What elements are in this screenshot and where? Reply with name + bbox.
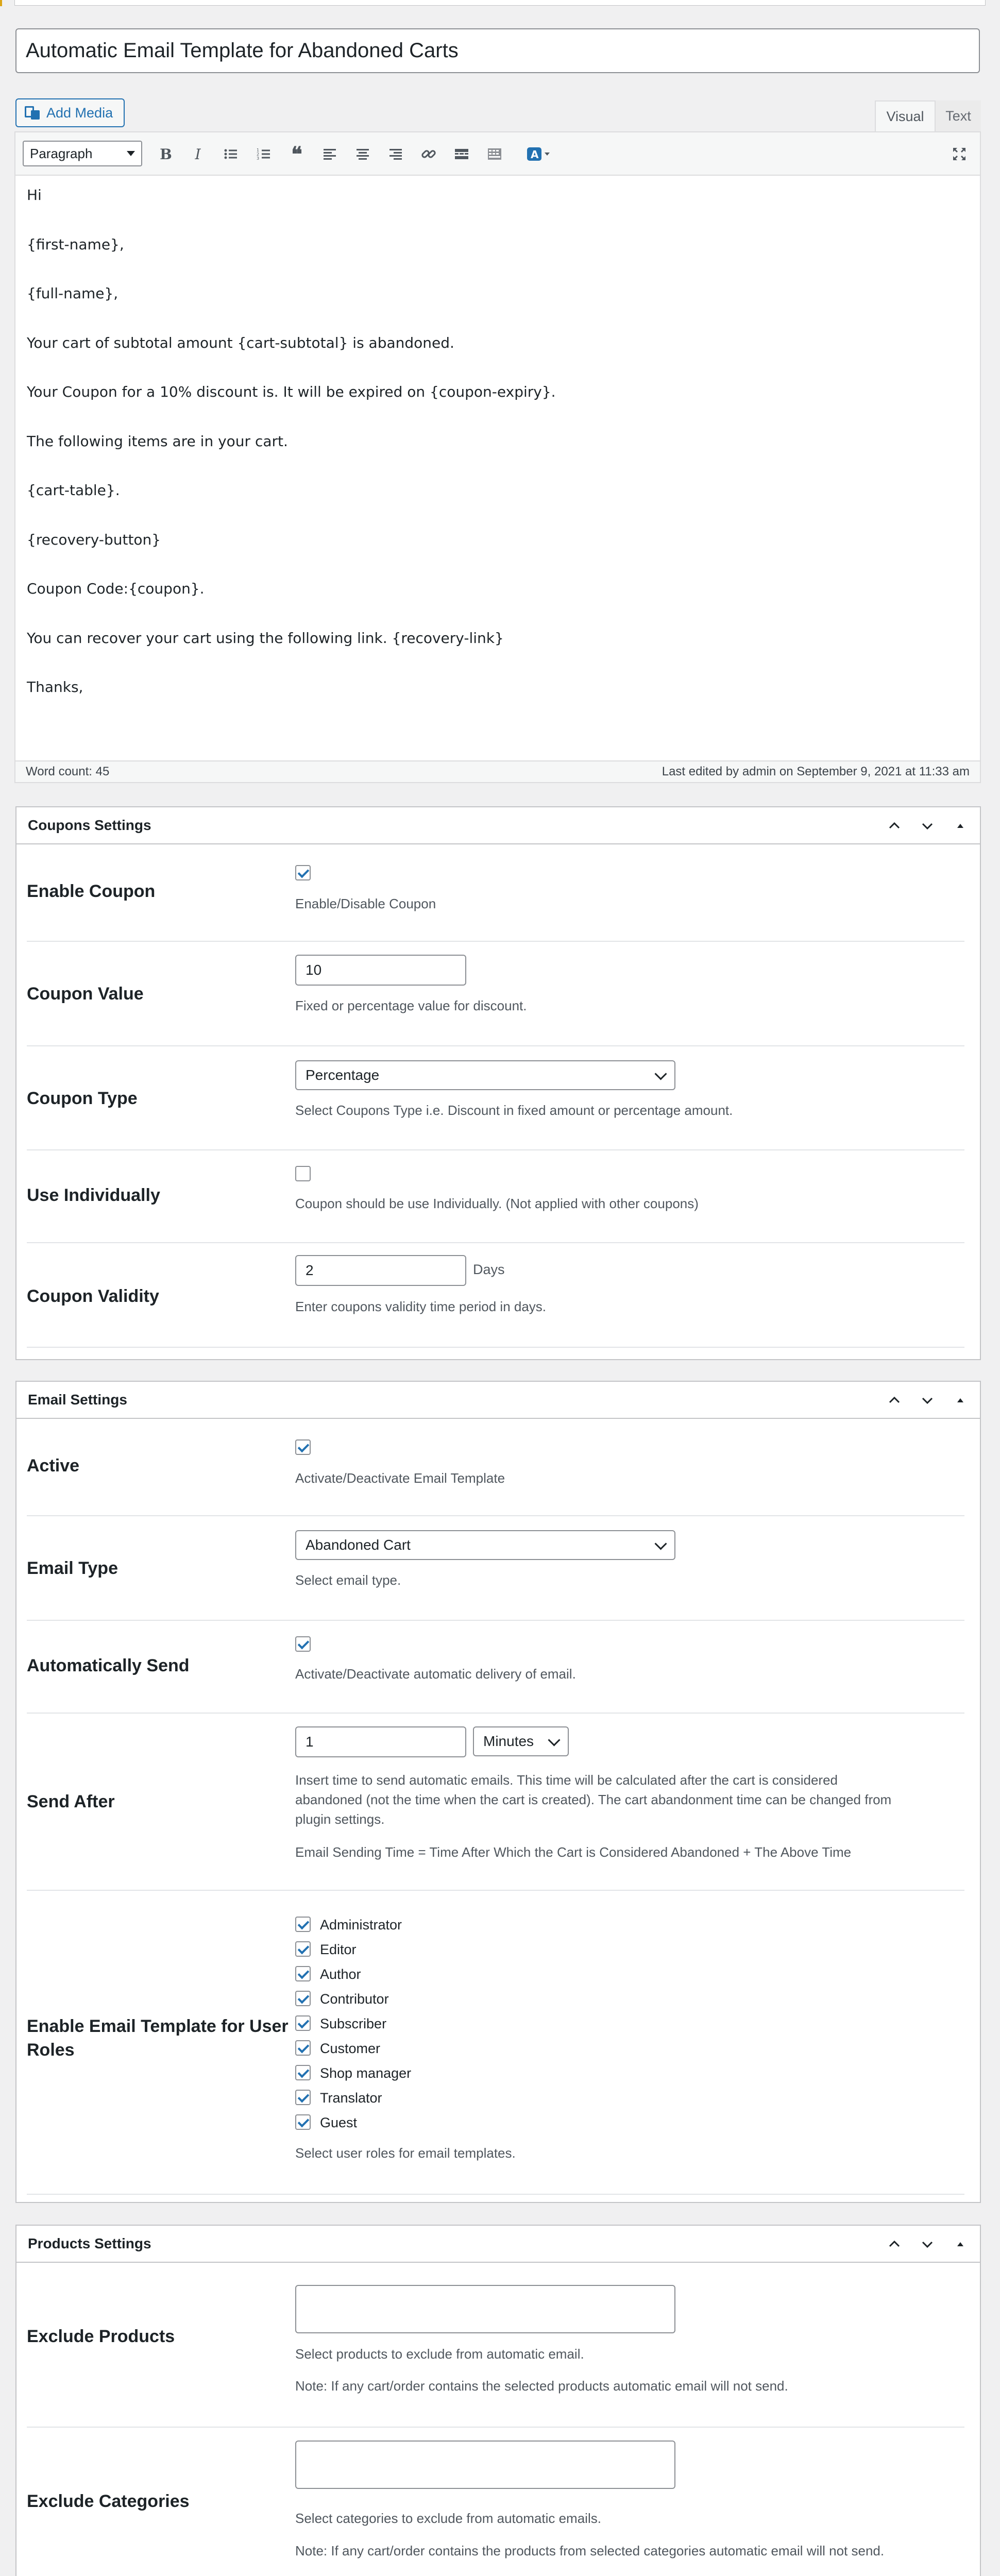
content-line: The following items are in your cart. — [27, 432, 288, 450]
chevron-down-icon — [654, 1067, 667, 1080]
role-label: Editor — [320, 1942, 357, 1957]
send-after-unit-select[interactable] — [473, 1726, 569, 1756]
italic-icon[interactable]: I — [195, 145, 201, 163]
coupon-validity-input[interactable]: 2 — [295, 1255, 466, 1286]
content-line: Coupon Code:{coupon}. — [27, 580, 205, 597]
content-line: Your cart of subtotal amount {cart-subtotal} is abandoned. — [27, 334, 454, 351]
row-label: Use Individually — [27, 1185, 160, 1205]
active-row — [27, 1418, 964, 1516]
row-label — [27, 2014, 295, 2062]
read-more-icon[interactable] — [449, 142, 474, 166]
enable-coupon-row — [27, 843, 964, 942]
select-value: Percentage — [306, 1067, 380, 1083]
editor-content[interactable] — [27, 184, 969, 725]
post-title-input[interactable]: Automatic Email Template for Abandoned Carts — [15, 28, 980, 73]
email-type-row — [27, 1516, 964, 1621]
field-description: Select Coupons Type i.e. Discount in fixed amount or percentage amount. — [295, 1103, 733, 1118]
box-header — [16, 807, 980, 844]
bulleted-list-icon[interactable] — [218, 142, 243, 166]
row-label: Email Type — [27, 1558, 118, 1578]
role-checkbox[interactable] — [295, 1966, 311, 1981]
field-description: Select categories to exclude from automatic emails. — [295, 2511, 601, 2526]
move-up-icon[interactable] — [884, 816, 905, 836]
custom-plugin-icon[interactable] — [520, 142, 556, 166]
role-label: Administrator — [320, 1917, 402, 1933]
field-description: Activate/Deactivate Email Template — [295, 1470, 505, 1486]
move-down-icon[interactable] — [917, 1390, 938, 1411]
row-label: Coupon Value — [27, 984, 144, 1004]
editor-status-bar — [15, 760, 980, 782]
move-up-icon[interactable] — [884, 1390, 905, 1411]
format-select[interactable] — [23, 141, 142, 166]
user-roles-row — [27, 1891, 964, 2195]
toolbar-toggle-icon[interactable] — [482, 142, 507, 166]
content-line: Your Coupon for a 10% discount is. It will be expired on {coupon-expiry}. — [27, 383, 556, 400]
row-label: Exclude Categories — [27, 2492, 190, 2511]
bold-icon[interactable]: B — [160, 145, 172, 163]
role-label: Guest — [320, 2115, 358, 2130]
numbered-list-icon[interactable] — [251, 142, 276, 166]
box-title: Products Settings — [28, 2235, 151, 2251]
row-label: Coupon Type — [27, 1089, 138, 1108]
role-label: Shop manager — [320, 2065, 412, 2081]
field-description: Enable/Disable Coupon — [295, 896, 436, 911]
row-label: Coupon Validity — [27, 1286, 159, 1306]
field-description: Select email type. — [295, 1572, 401, 1588]
box-title: Coupons Settings — [28, 817, 151, 833]
role-checkbox[interactable] — [295, 1991, 311, 2006]
role-label: Subscriber — [320, 2016, 387, 2031]
tab-text[interactable]: Text — [936, 100, 981, 131]
svg-text:3: 3 — [257, 156, 260, 161]
field-note: Note: If any cart/order contains the products from selected categories automatic email will not send. — [295, 2543, 885, 2558]
email-type-select[interactable] — [295, 1530, 675, 1560]
chevron-down-icon — [548, 1734, 560, 1746]
send-after-description — [295, 1770, 891, 1829]
role-label: Author — [320, 1967, 361, 1982]
align-right-icon[interactable] — [383, 142, 408, 166]
row-label: Exclude Products — [27, 2327, 175, 2346]
move-down-icon[interactable] — [917, 2234, 938, 2255]
word-count: Word count: 45 — [26, 765, 110, 778]
description-line: plugin settings. — [295, 1811, 385, 1827]
notice-accent — [0, 0, 2, 6]
field-note: Note: If any cart/order contains the selected products automatic email will not send. — [295, 2378, 788, 2394]
role-checkbox[interactable] — [295, 2015, 311, 2031]
admin-notice-edge — [0, 0, 1000, 6]
move-down-icon[interactable] — [917, 816, 938, 836]
blockquote-icon[interactable]: ❝ — [291, 142, 302, 166]
field-description: Enter coupons validity time period in days. — [295, 1299, 547, 1314]
collapse-toggle-icon[interactable] — [950, 816, 971, 836]
role-checkbox[interactable] — [295, 2065, 311, 2080]
format-select-value: Paragraph — [30, 146, 93, 161]
coupon-type-row — [27, 1046, 964, 1150]
enable-coupon-checkbox[interactable] — [295, 865, 311, 880]
select-value: Minutes — [483, 1733, 534, 1749]
row-label-line: Roles — [27, 2040, 75, 2060]
insert-link-icon[interactable] — [416, 142, 441, 166]
row-label: Active — [27, 1456, 80, 1476]
coupon-value-input[interactable]: 10 — [295, 955, 466, 986]
send-after-input[interactable]: 1 — [295, 1726, 466, 1757]
last-edited: Last edited by admin on September 9, 2021 at 11:33 am — [662, 765, 970, 778]
send-after-formula: Email Sending Time = Time After Which the Cart is Considered Abandoned + The Above Time — [295, 1844, 852, 1860]
content-line: You can recover your cart using the following link. {recovery-link} — [27, 629, 504, 647]
add-media-label: Add Media — [46, 105, 113, 121]
user-roles-list — [295, 1916, 656, 2153]
align-left-icon[interactable] — [317, 142, 342, 166]
move-up-icon[interactable] — [884, 2234, 905, 2255]
field-description: Fixed or percentage value for discount. — [295, 998, 527, 1013]
collapse-toggle-icon[interactable] — [950, 1390, 971, 1411]
content-line: Thanks, — [27, 679, 83, 696]
role-checkbox[interactable] — [295, 1941, 311, 1957]
role-checkbox[interactable] — [295, 2040, 311, 2056]
coupon-validity-row — [27, 1243, 964, 1348]
add-media-button[interactable] — [15, 98, 125, 127]
content-editor[interactable] — [14, 131, 981, 783]
role-label: Customer — [320, 2041, 381, 2056]
notice-box — [14, 0, 986, 6]
use-individually-row — [27, 1150, 964, 1243]
align-center-icon[interactable] — [350, 142, 375, 166]
description-line: abandoned (not the time when the cart is created). The cart abandonment time can be changed from — [295, 1792, 892, 1807]
field-description: Select products to exclude from automatic email. — [295, 2346, 584, 2362]
content-line: {full-name}, — [27, 285, 118, 302]
collapse-toggle-icon[interactable] — [950, 2234, 971, 2255]
content-line: {cart-table}. — [27, 482, 120, 499]
row-label: Automatically Send — [27, 1656, 190, 1675]
box-title: Email Settings — [28, 1392, 127, 1408]
row-label: Enable Coupon — [27, 882, 156, 901]
exclude-products-input[interactable] — [295, 2285, 675, 2333]
send-after-row — [27, 1714, 964, 1891]
select-value: Abandoned Cart — [306, 1537, 411, 1553]
coupon-type-select[interactable] — [295, 1060, 675, 1090]
media-icon — [25, 105, 40, 121]
role-checkbox[interactable] — [295, 2114, 311, 2130]
caret-down-icon — [127, 151, 135, 156]
field-description: Select user roles for email templates. — [295, 2145, 516, 2161]
row-label: Send After — [27, 1792, 115, 1811]
editor-toolbar — [15, 132, 980, 176]
active-checkbox[interactable] — [295, 1439, 311, 1455]
box-header — [16, 1382, 980, 1419]
svg-text:1: 1 — [257, 148, 260, 152]
svg-text:A: A — [531, 148, 539, 161]
coupon-value-row — [27, 942, 964, 1046]
content-line: {recovery-button} — [27, 531, 161, 548]
box-header — [16, 2226, 980, 2263]
role-checkbox[interactable] — [295, 1917, 311, 1932]
content-line: {first-name}, — [27, 235, 124, 253]
tab-visual[interactable]: Visual — [875, 100, 936, 131]
role-checkbox[interactable] — [295, 2090, 311, 2105]
automatically-send-row — [27, 1621, 964, 1714]
row-label-line: Enable Email Template for User — [27, 2016, 289, 2036]
exclude-categories-input[interactable] — [295, 2441, 675, 2489]
role-label: Translator — [320, 2090, 382, 2106]
description-line: Insert time to send automatic emails. This time will be calculated after the cart is considered — [295, 1772, 838, 1788]
field-description: Activate/Deactivate automatic delivery of email. — [295, 1666, 576, 1682]
exclude-categories-row — [27, 2428, 964, 2576]
use-individually-checkbox[interactable] — [295, 1166, 311, 1181]
fullscreen-icon[interactable] — [947, 142, 972, 166]
exclude-products-row — [27, 2262, 964, 2428]
validity-unit: Days — [473, 1262, 505, 1277]
automatically-send-checkbox[interactable] — [295, 1636, 311, 1652]
role-label: Contributor — [320, 1991, 389, 2007]
field-description: Coupon should be use Individually. (Not applied with other coupons) — [295, 1196, 699, 1211]
content-line: Hi — [27, 187, 42, 204]
svg-text:2: 2 — [257, 152, 260, 157]
chevron-down-icon — [654, 1537, 667, 1550]
